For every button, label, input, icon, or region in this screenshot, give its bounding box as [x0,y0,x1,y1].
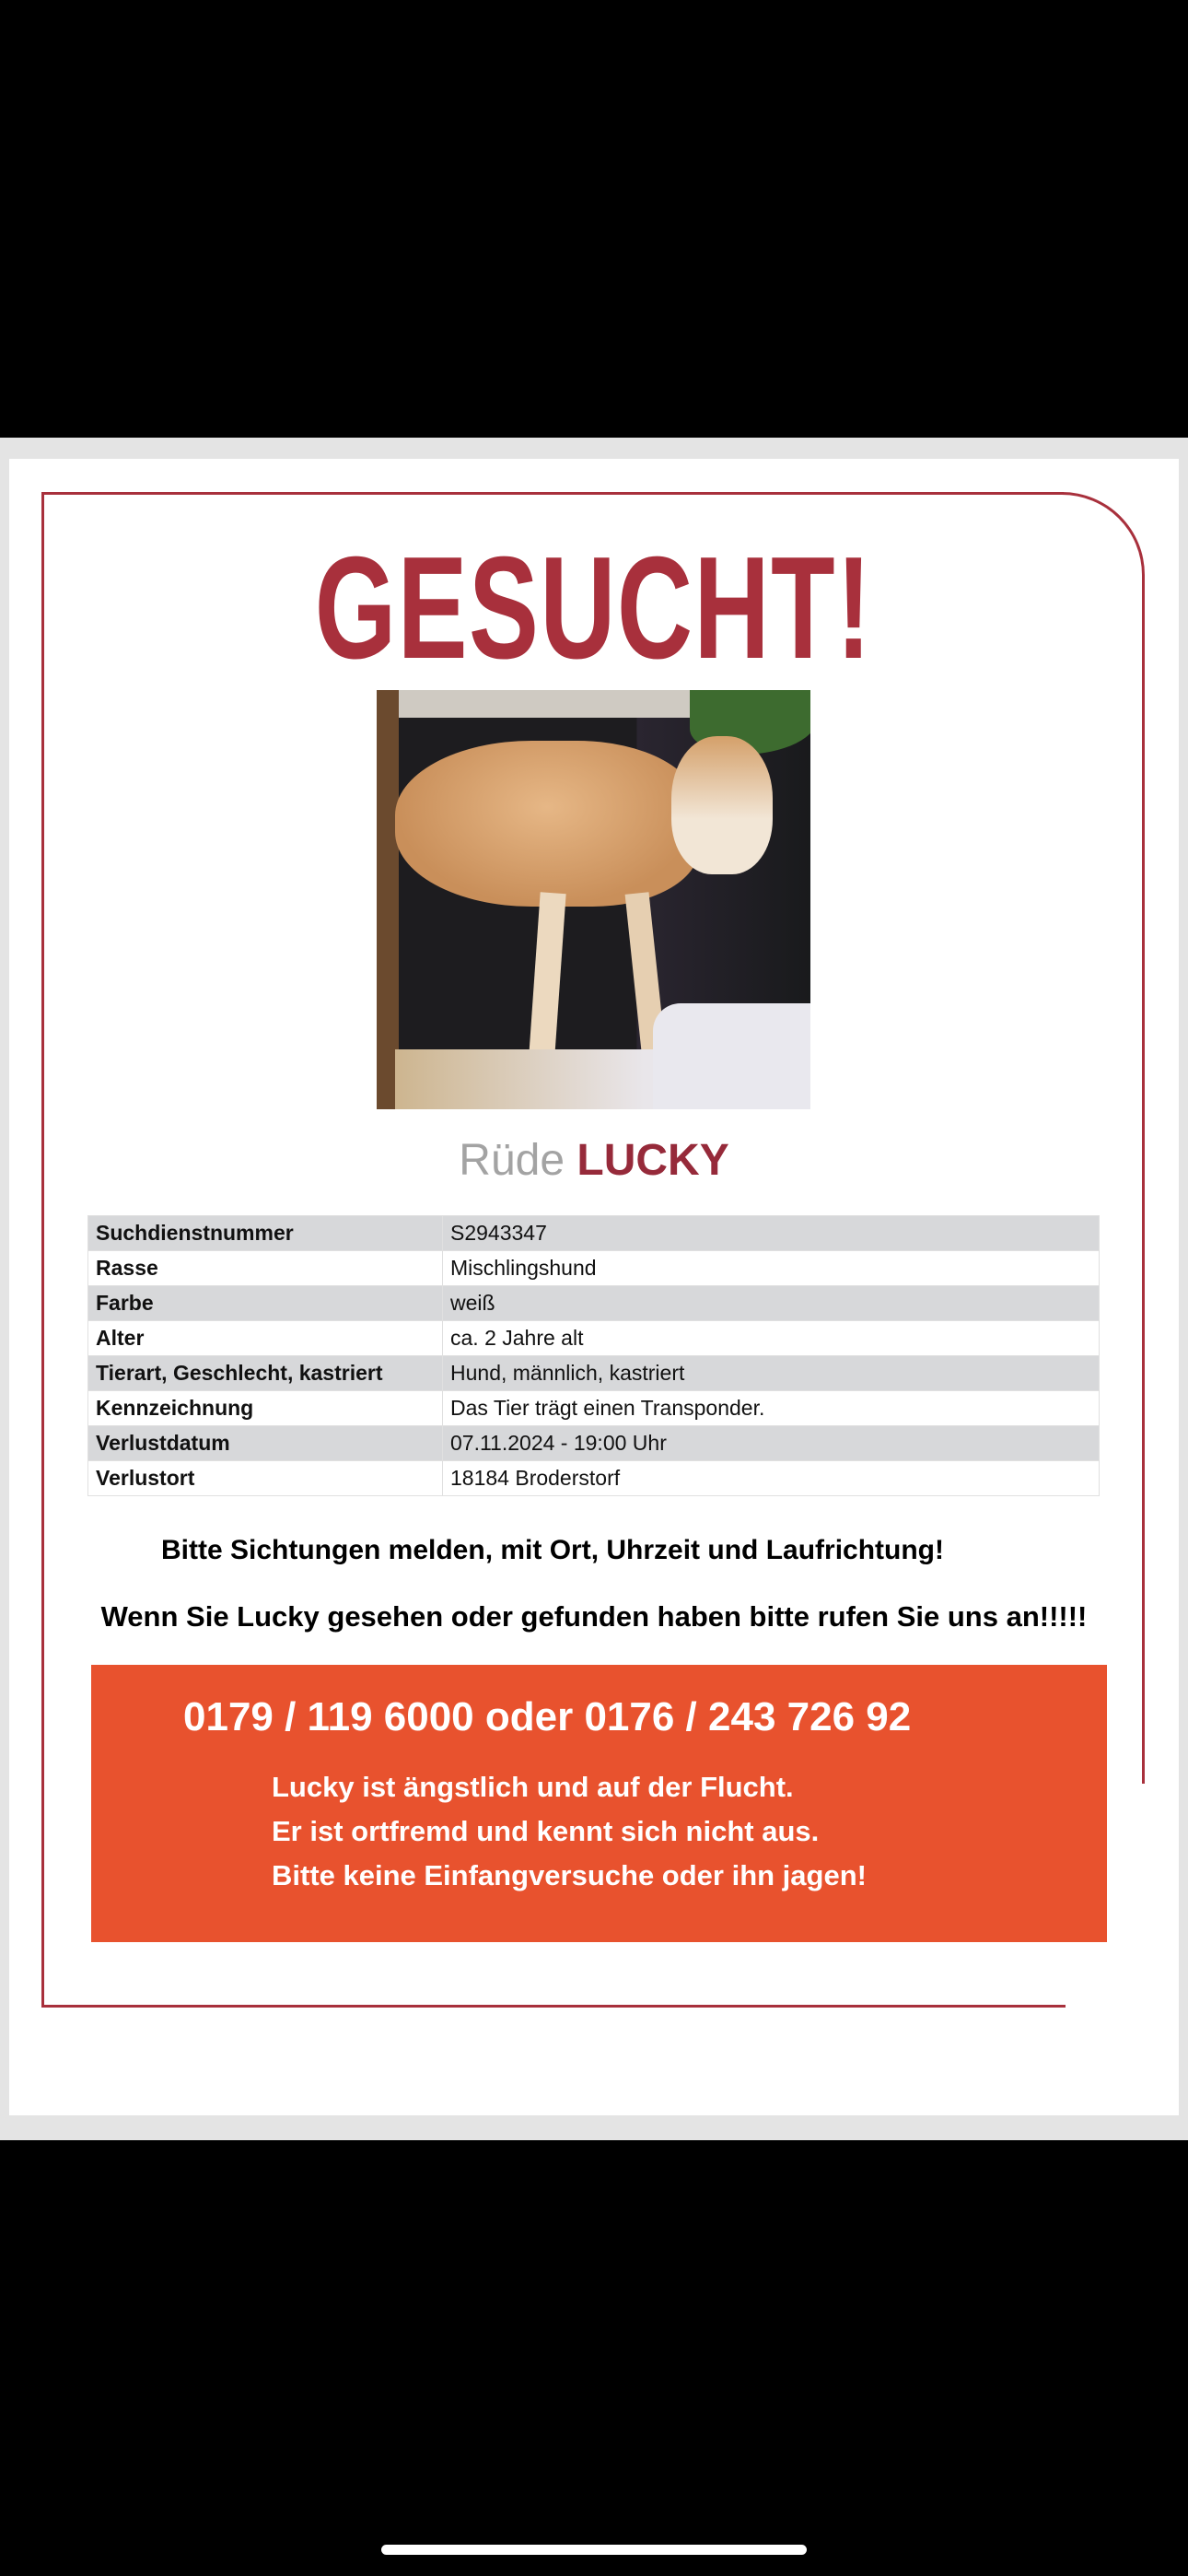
detail-label: Farbe [88,1286,443,1321]
detail-value: ca. 2 Jahre alt [443,1321,1100,1356]
title-text: GESUCHT! [315,527,873,689]
border-top [41,492,1064,495]
dog-name [0,1135,1188,1186]
name-prefix: Rüde [459,1136,565,1185]
home-indicator[interactable] [381,2545,807,2555]
contact-box [91,1665,1107,1942]
detail-label: Rasse [88,1251,443,1286]
detail-label: Alter [88,1321,443,1356]
report-line: Bitte Sichtungen melden, mit Ort, Uhrzeit und Laufrichtung! [161,1535,944,1565]
detail-label: Suchdienstnummer [88,1216,443,1251]
table-row [88,1286,1100,1321]
photo-dog-head [671,736,773,874]
table-row [88,1321,1100,1356]
detail-label: Kennzeichnung [88,1391,443,1426]
note-line: Er ist ortfremd und kennt sich nicht aus. [272,1815,820,1847]
table-row [88,1251,1100,1286]
detail-value: 07.11.2024 - 19:00 Uhr [443,1426,1100,1461]
name-text: LUCKY [577,1136,729,1185]
table-row [88,1426,1100,1461]
detail-value: weiß [443,1286,1100,1321]
detail-value: Hund, männlich, kastriert [443,1356,1100,1391]
detail-value: 18184 Broderstorf [443,1461,1100,1496]
border-bottom [41,2005,1066,2008]
detail-label: Verlustdatum [88,1426,443,1461]
dog-photo [377,690,810,1109]
note-line: Lucky ist ängstlich und auf der Flucht. [272,1771,794,1803]
table-row [88,1461,1100,1496]
table-row [88,1391,1100,1426]
note-line: Bitte keine Einfangversuche oder ihn jagen! [272,1859,867,1891]
detail-value: Das Tier trägt einen Transponder. [443,1391,1100,1426]
detail-value: S2943347 [443,1216,1100,1251]
poster-title [0,525,1188,692]
border-left [41,492,44,2008]
call-line: Wenn Sie Lucky gesehen oder gefunden haben bitte rufen Sie uns an!!!!! [100,1600,1088,1633]
details-table [87,1215,1100,1496]
detail-label: Verlustort [88,1461,443,1496]
detail-label: Tierart, Geschlecht, kastriert [88,1356,443,1391]
photo-dog-body [395,741,699,907]
detail-value: Mischlingshund [443,1251,1100,1286]
phone-numbers[interactable]: 0179 / 119 6000 oder 0176 / 243 726 92 [183,1694,912,1739]
photo-blanket [653,1003,810,1109]
table-row [88,1356,1100,1391]
table-row [88,1216,1100,1251]
